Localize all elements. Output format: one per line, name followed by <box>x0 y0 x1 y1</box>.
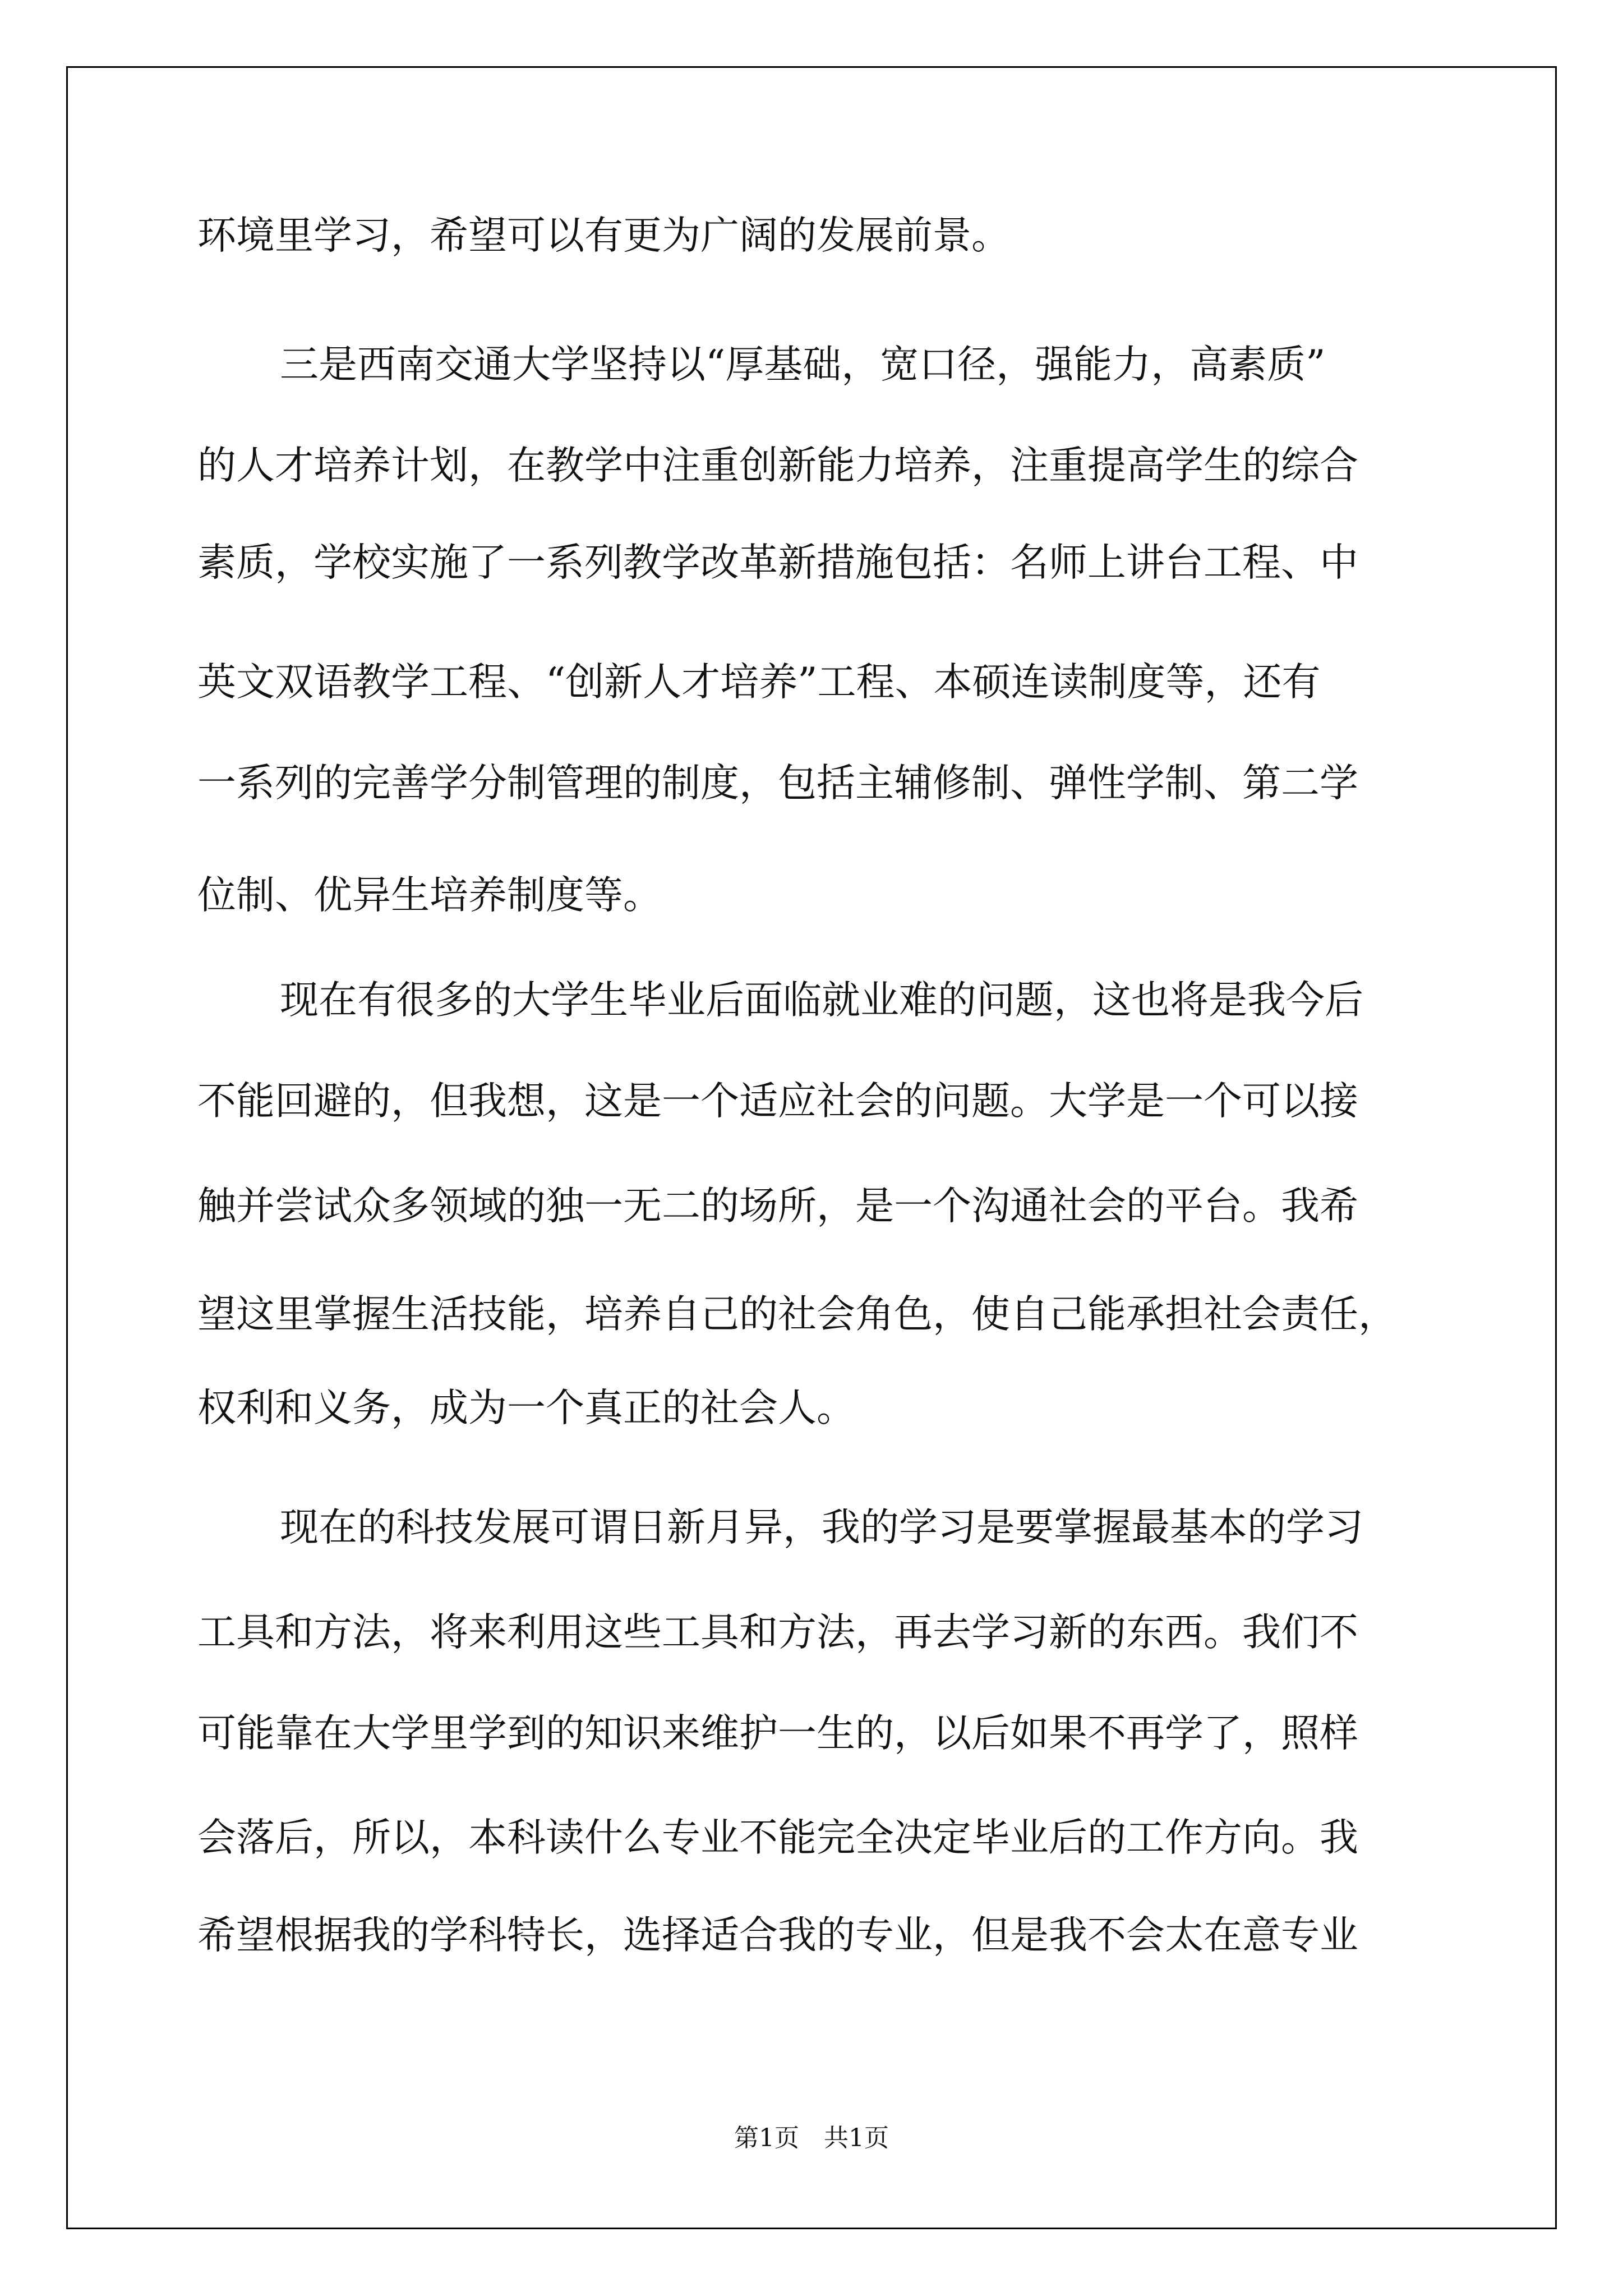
text-line-3: 的人才培养计划，在教学中注重创新能力培养，注重提高学生的综合 <box>197 443 1358 488</box>
text-line-10: 触并尝试众多领域的独一无二的场所，是一个沟通社会的平台。我希 <box>197 1184 1358 1228</box>
text-line-12: 权利和义务，成为一个真正的社会人。 <box>197 1386 855 1430</box>
text-line-15: 可能靠在大学里学到的知识来维护一生的，以后如果不再学了，照样 <box>197 1711 1358 1756</box>
page-footer: 第1页 共1页 <box>734 2124 889 2152</box>
text-line-4: 素质，学校实施了一系列教学改革新措施包括：名师上讲台工程、中 <box>197 540 1358 585</box>
text-line-11: 望这里掌握生活技能，培养自己的社会角色，使自己能承担社会责任， <box>197 1292 1397 1337</box>
text-line-16: 会落后，所以，本科读什么专业不能完全决定毕业后的工作方向。我 <box>197 1815 1358 1860</box>
text-line-17: 希望根据我的学科特长，选择适合我的专业，但是我不会太在意专业 <box>197 1913 1358 1958</box>
text-line-7: 位制、优异生培养制度等。 <box>197 873 662 918</box>
text-line-1: 环境里学习，希望可以有更为广阔的发展前景。 <box>197 213 1010 258</box>
text-line-14: 工具和方法，将来利用这些工具和方法，再去学习新的东西。我们不 <box>197 1610 1358 1655</box>
text-line-6: 一系列的完善学分制管理的制度，包括主辅修制、弹性学制、第二学 <box>197 761 1358 806</box>
text-line-2: 三是西南交通大学坚持以“厚基础，宽口径，强能力，高素质” <box>280 342 1326 387</box>
text-line-13: 现在的科技发展可谓日新月异，我的学习是要掌握最基本的学习 <box>280 1505 1363 1550</box>
text-line-5: 英文双语教学工程、“创新人才培养”工程、本硕连读制度等，还有 <box>197 660 1321 705</box>
text-line-9: 不能回避的，但我想，这是一个适应社会的问题。大学是一个可以接 <box>197 1079 1358 1124</box>
text-line-8: 现在有很多的大学生毕业后面临就业难的问题，这也将是我今后 <box>280 978 1363 1023</box>
